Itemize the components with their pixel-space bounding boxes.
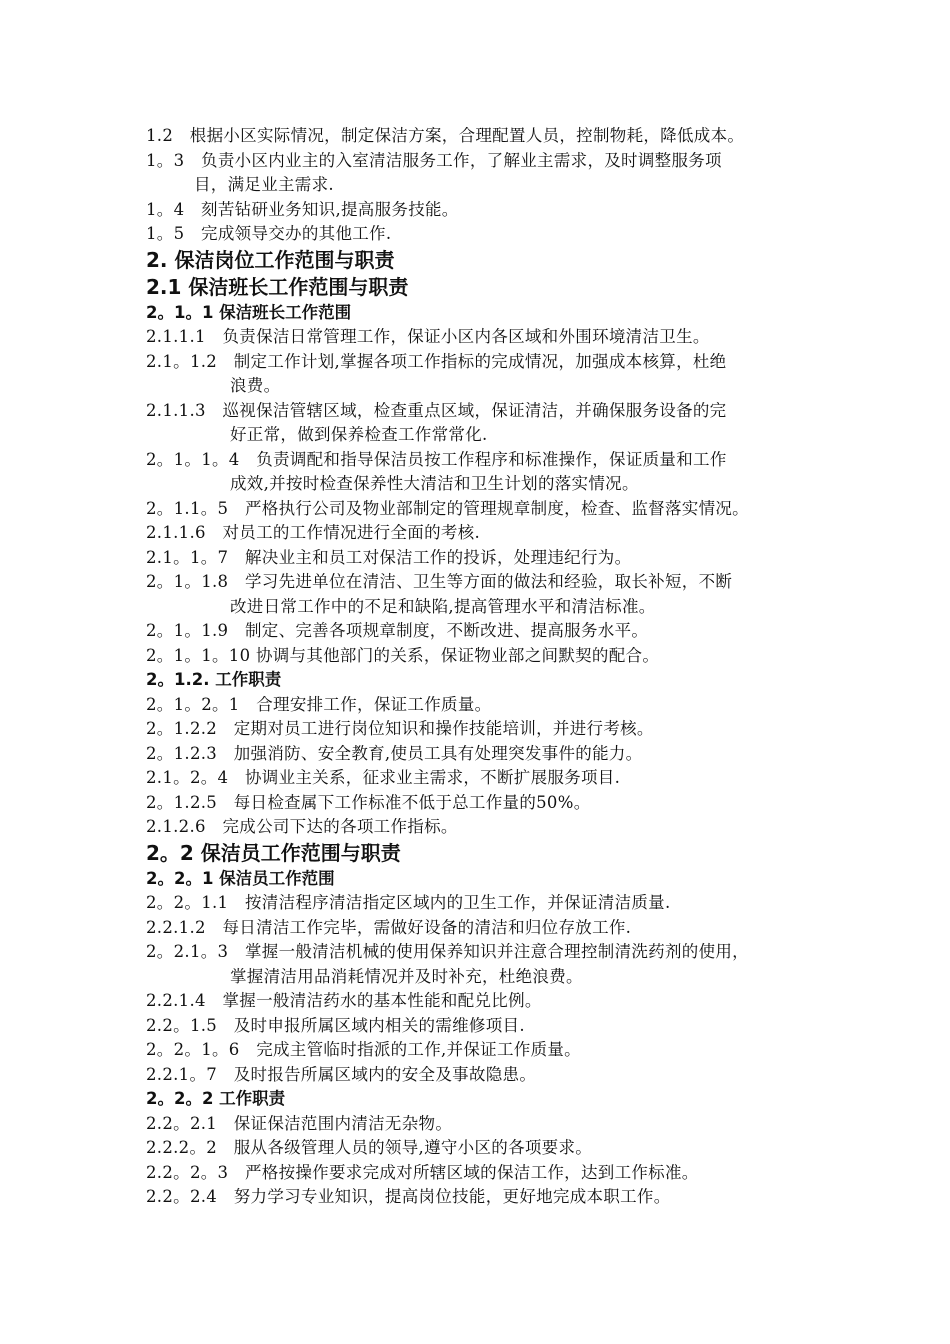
list-2-1-1 (146, 325, 826, 668)
item-number: 2.1。1。7 (146, 547, 229, 567)
item-number: 2.1.2.6 (146, 817, 206, 836)
item-number: 2.1.1.1 (146, 327, 206, 346)
item-text: 每日检查属下工作标准不低于总工作量的50%。 (233, 792, 591, 812)
item-text: 完成领导交办的其他工作. (201, 224, 392, 243)
item-text: 掌握一般清洁药水的基本性能和配兑比例。 (222, 991, 542, 1010)
list-item (146, 717, 826, 742)
list-item (146, 815, 826, 840)
subsection-heading: 2.1 保洁班长工作范围与职责 (146, 274, 409, 299)
item-number: 2.1。1.2 (146, 351, 218, 371)
item-number: 2.1。2。4 (146, 768, 229, 787)
item-text: 服从各级管理人员的领导,遵守小区的各项要求。 (233, 1138, 593, 1157)
list-item (146, 693, 826, 718)
item-text: 学习先进单位在清洁、卫生等方面的做法和经验，取长补短，不断 (244, 572, 733, 591)
item-text: 制定工作计划,掌握各项工作指标的完成情况，加强成本核算，杜绝 (233, 351, 727, 371)
item-continuation: 掌握清洁用品消耗情况并及时补充，杜绝浪费。 (230, 966, 583, 986)
subsection-heading: 2。2 保洁员工作范围与职责 (146, 840, 401, 865)
list-item (146, 1063, 826, 1088)
item-number: 1。5 (146, 224, 185, 243)
item-number: 2.2.1。7 (146, 1064, 218, 1084)
item-number: 1。3 (146, 150, 185, 170)
list-item (146, 766, 826, 791)
item-continuation: 浪费。 (230, 376, 281, 395)
item-text: 负责小区内业主的入室清洁服务工作，了解业主需求，及时调整服务项 (201, 150, 722, 170)
list-item (146, 644, 826, 669)
item-number: 2。1.1。5 (146, 498, 229, 518)
item-number: 2。1。1。4 (146, 449, 240, 469)
list-2-1-2 (146, 693, 826, 840)
list-item (146, 399, 826, 424)
list-item (146, 1161, 826, 1186)
item-text: 定期对员工进行岗位知识和操作技能培训，并进行考核。 (233, 719, 654, 738)
item-number: 2.2.1.2 (146, 917, 206, 937)
list-item (146, 222, 826, 247)
item-number: 2。1.2.3 (146, 743, 218, 763)
item-text: 负责保洁日常管理工作，保证小区内各区域和外围环境清洁卫生。 (222, 327, 710, 346)
item-text: 掌握一般清洁机械的使用保养知识并注意合理控制清洗药剂的使用， (244, 942, 749, 961)
item-text: 努力学习专业知识，提高岗位技能，更好地完成本职工作。 (233, 1187, 671, 1206)
document-body (146, 124, 826, 1210)
item-text: 严格按操作要求完成对所辖区域的保洁工作，达到工作标准。 (244, 1162, 699, 1182)
subsubsection-heading: 2。1.2. 工作职责 (146, 670, 282, 689)
subsubsection-heading: 2。2。1 保洁员工作范围 (146, 868, 335, 888)
list-item (146, 570, 826, 595)
list-item (146, 325, 826, 350)
item-text: 对员工的工作情况进行全面的考核. (222, 523, 481, 542)
item-number: 2。2.1。3 (146, 942, 229, 961)
section-heading: 2. 保洁岗位工作范围与职责 (146, 247, 395, 272)
item-text: 加强消防、安全教育,使员工具有处理突发事件的能力。 (233, 743, 643, 763)
item-text: 合理安排工作，保证工作质量。 (256, 694, 492, 714)
item-text: 负责调配和指导保洁员按工作程序和标准操作，保证质量和工作 (256, 449, 727, 469)
list-item (146, 891, 826, 916)
item-text: 完成公司下达的各项工作指标。 (222, 817, 458, 836)
item-text: 巡视保洁管辖区域，检查重点区域，保证清洁，并确保服务设备的完 (222, 400, 727, 420)
list-item (146, 916, 826, 941)
item-number: 2.2。2.1 (146, 1113, 218, 1133)
list-item (146, 198, 826, 223)
list-item (146, 791, 826, 816)
list-item (146, 1185, 826, 1210)
list-item (146, 546, 826, 571)
item-number: 2。1.2.2 (146, 719, 218, 738)
item-continuation: 成效,并按时检查保养性大清洁和卫生计划的落实情况。 (230, 474, 639, 493)
list-item (146, 124, 826, 149)
item-continuation: 目，满足业主需求. (194, 175, 334, 194)
list-2-2-2 (146, 1112, 826, 1210)
item-number: 1.2 (146, 126, 174, 145)
subsubsection-heading: 2。1。1 保洁班长工作范围 (146, 302, 352, 322)
item-number: 2.2.2。2 (146, 1138, 218, 1157)
list-item (146, 149, 826, 174)
item-text: 保证保洁范围内清洁无杂物。 (233, 1113, 453, 1133)
item-text: 完成主管临时指派的工作,并保证工作质量。 (256, 1040, 581, 1059)
subsubsection-heading: 2。2。2 工作职责 (146, 1089, 286, 1108)
item-text: 协调业主关系，征求业主需求，不断扩展服务项目. (244, 768, 621, 787)
list-item (146, 497, 826, 522)
item-continuation: 好正常，做到保养检查工作常常化. (230, 425, 488, 444)
list-item (146, 350, 826, 375)
item-number: 2.2。1.5 (146, 1015, 218, 1035)
list-item (146, 940, 826, 965)
list-item (146, 448, 826, 473)
item-number: 2。1。1。10 (146, 645, 251, 665)
item-number: 2。1。1.8 (146, 572, 229, 591)
item-number: 2。2。1.1 (146, 893, 229, 912)
item-continuation: 改进日常工作中的不足和缺陷,提高管理水平和清洁标准。 (230, 596, 656, 616)
item-text: 按清洁程序清洁指定区域内的卫生工作，并保证清洁质量. (244, 893, 671, 912)
item-text: 及时报告所属区域内的安全及事故隐患。 (233, 1064, 537, 1084)
item-number: 2。1.2.5 (146, 792, 218, 812)
list-2-2-1 (146, 891, 826, 1087)
item-number: 2.2。2。3 (146, 1162, 229, 1182)
list-top-items (146, 124, 826, 247)
item-number: 2。1。1.9 (146, 621, 229, 640)
list-item (146, 619, 826, 644)
item-text: 及时申报所属区域内相关的需维修项目. (233, 1015, 525, 1035)
item-text: 协调与其他部门的关系，保证物业部之间默契的配合。 (255, 645, 660, 665)
item-text: 严格执行公司及物业部制定的管理规章制度，检查、监督落实情况。 (244, 498, 749, 518)
item-number: 2.2。2.4 (146, 1187, 218, 1206)
item-text: 制定、完善各项规章制度，不断改进、提高服务水平。 (244, 621, 649, 640)
list-item (146, 1112, 826, 1137)
item-text: 解决业主和员工对保洁工作的投诉，处理违纪行为。 (244, 547, 632, 567)
item-number: 2.1.1.6 (146, 523, 206, 542)
list-item (146, 1014, 826, 1039)
list-item (146, 1038, 826, 1063)
list-item (146, 521, 826, 546)
item-number: 1。4 (146, 199, 185, 219)
list-item (146, 989, 826, 1014)
list-item (146, 742, 826, 767)
item-number: 2.1.1.3 (146, 400, 206, 420)
list-item (146, 1136, 826, 1161)
item-text: 根据小区实际情况，制定保洁方案，合理配置人员，控制物耗，降低成本。 (189, 126, 745, 145)
item-text: 每日清洁工作完毕，需做好设备的清洁和归位存放工作. (222, 917, 632, 937)
item-text: 刻苦钻研业务知识,提高服务技能。 (201, 199, 459, 219)
item-number: 2.2.1.4 (146, 991, 206, 1010)
item-number: 2。1。2。1 (146, 694, 240, 714)
item-number: 2。2。1。6 (146, 1040, 240, 1059)
